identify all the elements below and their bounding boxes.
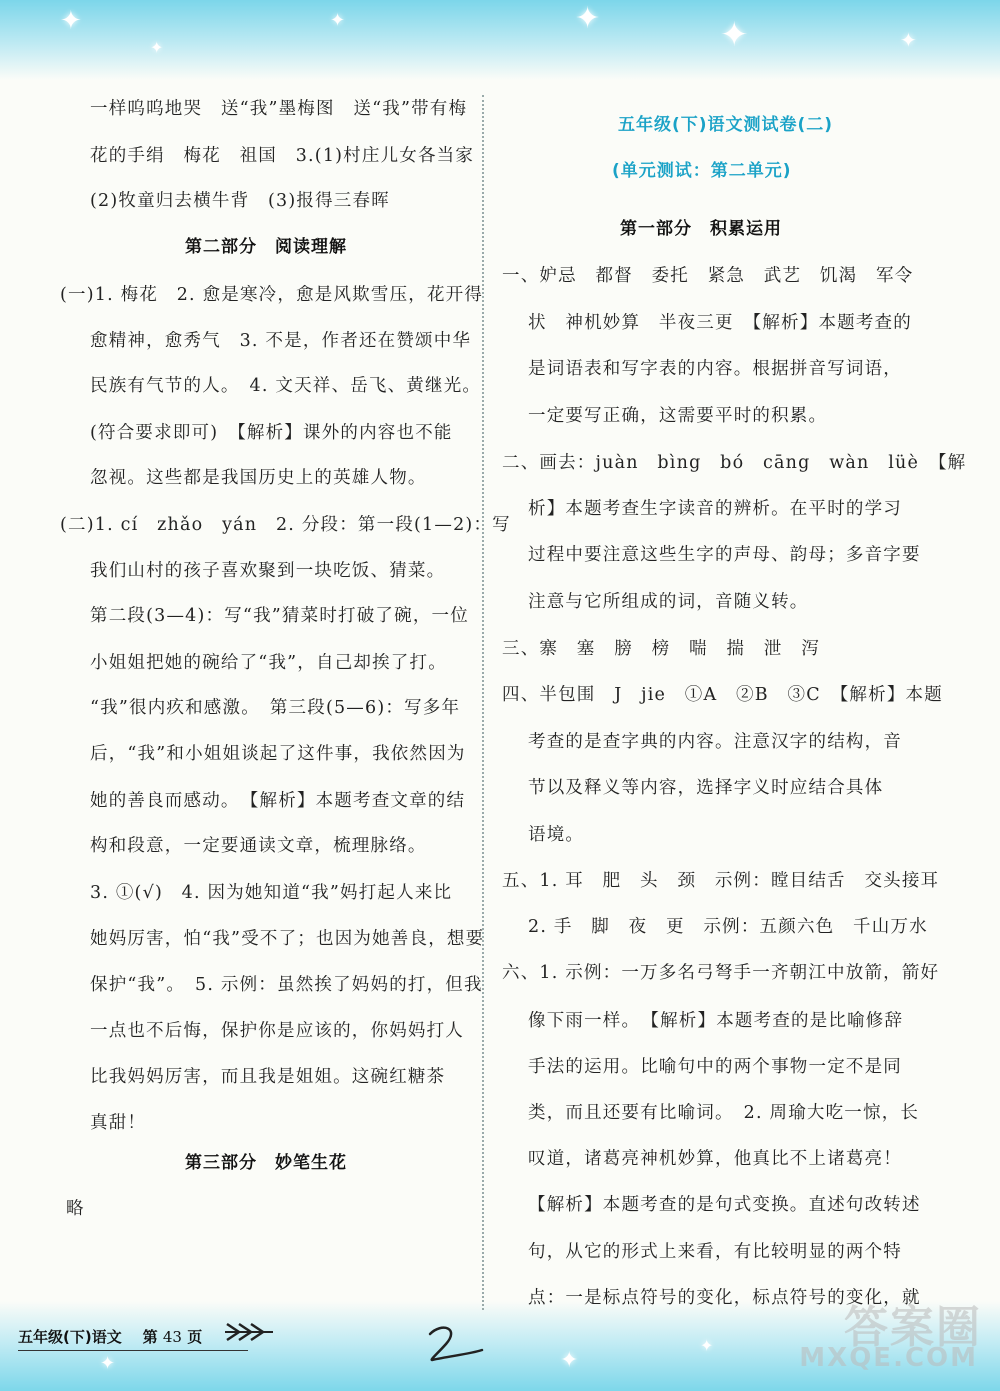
text-line: 考查的是查字典的内容。注意汉字的结构，音 bbox=[528, 732, 902, 752]
text-line: 是词语表和写字表的内容。根据拼音写词语， bbox=[528, 359, 902, 379]
column-divider bbox=[482, 95, 484, 1310]
text-line: 构和段意，一定要通读文章，梳理脉络。 bbox=[90, 836, 427, 856]
text-line: 四、半包围 J jie ①A ②B ③C 【解析】本题 bbox=[502, 685, 943, 705]
text-line: 3. ①(√) 4. 因为她知道“我”妈打起人来比 bbox=[90, 883, 453, 903]
text-line: 愈精神，愈秀气 3. 不是，作者还在赞颂中华 bbox=[90, 331, 472, 351]
sparkle-icon: ✦ bbox=[100, 1353, 116, 1374]
text-line: 叹道，诸葛亮神机妙算，他真比不上诸葛亮！ bbox=[528, 1149, 902, 1169]
text-line: 后，“我”和小姐姐谈起了这件事，我依然因为 bbox=[90, 744, 466, 764]
text-line: 像下雨一样。 【解析】本题考查的是比喻修辞 bbox=[528, 1011, 904, 1031]
text-line: 她妈厉害，怕“我”受不了；也因为她善良，想要 bbox=[90, 929, 485, 949]
text-line: 我们山村的孩子喜欢聚到一块吃饭、猜菜。 bbox=[90, 561, 446, 581]
test-subtitle: (单元测试：第二单元) bbox=[612, 161, 792, 181]
sparkle-icon: ✦ bbox=[330, 10, 346, 31]
text-line: 注意与它所组成的词，音随义转。 bbox=[528, 592, 809, 612]
page-number: 43 bbox=[162, 1328, 182, 1346]
text-line: 一样呜呜地哭 送“我”墨梅图 送“我”带有梅 bbox=[90, 99, 468, 119]
text-line: 节以及释义等内容，选择字义时应结合具体 bbox=[528, 778, 884, 798]
text-line: (2)牧童归去横牛背 (3)报得三春晖 bbox=[90, 191, 390, 211]
watermark-text-en: MXQE.COM bbox=[799, 1343, 978, 1373]
text-line: 【解析】本题考查的是句式变换。直述句改转述 bbox=[528, 1195, 921, 1215]
text-line: 一点也不后悔，保护你是应该的，你妈妈打人 bbox=[90, 1021, 464, 1041]
text-line: “我”很内疚和感激。 第三段(5—6)：写多年 bbox=[90, 698, 461, 718]
text-line: 一定要写正确，这需要平时的积累。 bbox=[528, 406, 828, 426]
text-line: 二、画去：juàn bìng bó cāng wàn lüè 【解 bbox=[502, 453, 967, 473]
text-line: 小姐姐把她的碗给了“我”，自己却挨了打。 bbox=[90, 653, 447, 673]
text-line: 六、1. 示例：一万多名弓弩手一齐朝江中放箭，箭好 bbox=[502, 963, 940, 983]
sparkle-icon: ✦ bbox=[700, 1336, 714, 1355]
text-line: 过程中要注意这些生字的声母、韵母；多音字要 bbox=[528, 545, 921, 565]
handwritten-mark bbox=[420, 1320, 490, 1365]
sparkle-icon: ✦ bbox=[575, 1, 601, 36]
section-heading: 第二部分 阅读理解 bbox=[185, 237, 347, 257]
text-line: 析】本题考查生字读音的辨析。在平时的学习 bbox=[528, 499, 902, 519]
test-title: 五年级(下)语文测试卷(二) bbox=[618, 115, 834, 135]
text-line: 语境。 bbox=[528, 825, 585, 845]
text-line: 一、妒忌 都督 委托 紧急 武艺 饥渴 军令 bbox=[502, 266, 914, 286]
text-line: 民族有气节的人。 4. 文天祥、岳飞、黄继光。 bbox=[90, 376, 482, 396]
watermark-text-cn: 答案圈 bbox=[844, 1302, 982, 1353]
text-line: 手法的运用。比喻句中的两个事物一定不是同 bbox=[528, 1057, 902, 1077]
sparkle-icon: ✦ bbox=[900, 28, 917, 52]
text-line: 句，从它的形式上来看，有比较明显的两个特 bbox=[528, 1242, 902, 1262]
text-line: 第二段(3—4)：写“我”猜菜时打破了碗，一位 bbox=[90, 606, 469, 626]
page-suffix: 页 bbox=[187, 1328, 203, 1346]
text-line: (一)1. 梅花 2. 愈是寒冷，愈是风欺雪压，花开得 bbox=[60, 285, 484, 305]
text-line: 忽视。这些都是我国历史上的英雄人物。 bbox=[90, 468, 427, 488]
footer-rule bbox=[18, 1350, 248, 1351]
text-line: 真甜！ bbox=[90, 1113, 147, 1133]
text-line: 三、寨 塞 膀 榜 喘 揣 泄 泻 bbox=[502, 639, 820, 659]
page-footer bbox=[18, 1326, 202, 1347]
sparkle-icon: ✦ bbox=[560, 1348, 579, 1373]
text-line: 五、1. 耳 肥 头 颈 示例：瞠目结舌 交头接耳 bbox=[502, 871, 940, 891]
grade-subject-label: 五年级(下)语文 bbox=[18, 1328, 122, 1346]
text-line: 她的善良而感动。 【解析】本题考查文章的结 bbox=[90, 791, 466, 811]
text-line: (二)1. cí zhǎo yán 2. 分段：第一段(1—2)：写 bbox=[60, 515, 511, 535]
sparkle-icon: ✦ bbox=[150, 38, 164, 57]
text-line: 略 bbox=[66, 1199, 85, 1219]
watermark-logo bbox=[797, 1291, 982, 1381]
sparkle-icon: ✦ bbox=[60, 6, 82, 36]
double-arrow-icon bbox=[225, 1318, 275, 1346]
text-line: 类，而且还要有比喻词。 2. 周瑜大吃一惊，长 bbox=[528, 1103, 920, 1123]
page-prefix: 第 bbox=[142, 1328, 158, 1346]
sparkle-icon: ✦ bbox=[720, 15, 749, 55]
text-line: 状 神机妙算 半夜三更 【解析】本题考查的 bbox=[528, 313, 912, 333]
text-line: (符合要求即可) 【解析】课外的内容也不能 bbox=[90, 423, 453, 443]
text-line: 2. 手 脚 夜 更 示例：五颜六色 千山万水 bbox=[528, 917, 928, 937]
text-line: 保护“我”。 5. 示例：虽然挨了妈妈的打，但我 bbox=[90, 975, 483, 995]
text-line: 花的手绢 梅花 祖国 3.(1)村庄儿女各当家 bbox=[90, 146, 475, 166]
text-line: 点：一是标点符号的变化，标点符号的变化，就 bbox=[528, 1288, 921, 1308]
section-heading: 第一部分 积累运用 bbox=[620, 219, 782, 239]
section-heading: 第三部分 妙笔生花 bbox=[185, 1153, 347, 1173]
text-line: 比我妈妈厉害，而且我是姐姐。这碗红糖茶 bbox=[90, 1067, 446, 1087]
